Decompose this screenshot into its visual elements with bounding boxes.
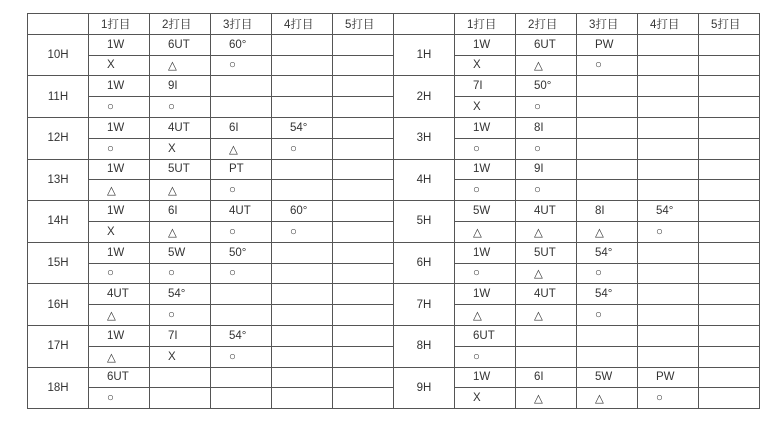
result-cell <box>272 55 333 76</box>
club-cell: 7I <box>150 325 211 346</box>
club-cell <box>699 242 760 263</box>
header-corner-right <box>394 14 455 35</box>
club-cell: 1W <box>455 284 516 305</box>
result-cell: ○ <box>211 180 272 201</box>
club-cell: 4UT <box>516 284 577 305</box>
club-row <box>28 367 760 388</box>
club-cell: 54° <box>577 242 638 263</box>
result-cell: △ <box>89 305 150 326</box>
result-cell: ○ <box>211 221 272 242</box>
header-shot-3: 3打目 <box>211 14 272 35</box>
club-cell: 4UT <box>89 284 150 305</box>
result-cell: X <box>89 55 150 76</box>
hole-label: 14H <box>28 201 89 243</box>
club-cell: 1W <box>455 367 516 388</box>
club-cell: PW <box>577 34 638 55</box>
result-cell <box>577 138 638 159</box>
result-cell: X <box>89 221 150 242</box>
result-cell: △ <box>211 138 272 159</box>
result-cell <box>699 55 760 76</box>
result-cell <box>333 263 394 284</box>
hole-label: 2H <box>394 76 455 118</box>
result-cell: ○ <box>211 346 272 367</box>
result-cell <box>333 138 394 159</box>
result-cell: ○ <box>89 263 150 284</box>
result-cell <box>638 346 699 367</box>
club-cell <box>577 117 638 138</box>
club-cell <box>699 367 760 388</box>
club-cell: 8I <box>577 201 638 222</box>
result-cell <box>577 346 638 367</box>
result-cell <box>516 346 577 367</box>
result-cell <box>333 97 394 118</box>
result-cell <box>333 388 394 409</box>
result-cell: ○ <box>516 138 577 159</box>
club-cell: 54° <box>577 284 638 305</box>
result-cell: △ <box>150 221 211 242</box>
result-cell: △ <box>89 346 150 367</box>
club-cell <box>638 117 699 138</box>
result-cell: ○ <box>577 55 638 76</box>
scorecard <box>27 13 760 409</box>
header-shot-4: 4打目 <box>272 14 333 35</box>
club-cell: 1W <box>89 159 150 180</box>
club-cell: 9I <box>516 159 577 180</box>
hole-label: 12H <box>28 117 89 159</box>
club-cell: 1W <box>455 34 516 55</box>
result-cell <box>699 138 760 159</box>
club-cell: 60° <box>272 201 333 222</box>
club-cell: 1W <box>89 34 150 55</box>
result-cell: ○ <box>211 263 272 284</box>
club-cell <box>638 34 699 55</box>
result-cell: △ <box>577 388 638 409</box>
result-cell <box>333 346 394 367</box>
club-row <box>28 159 760 180</box>
header-row <box>28 14 760 35</box>
club-cell <box>272 159 333 180</box>
club-cell <box>516 325 577 346</box>
result-cell: △ <box>577 221 638 242</box>
club-cell <box>333 117 394 138</box>
club-cell: 1W <box>89 242 150 263</box>
hole-label: 18H <box>28 367 89 409</box>
club-cell: 1W <box>455 159 516 180</box>
header-shot-3: 3打目 <box>577 14 638 35</box>
header-shot-4: 4打目 <box>638 14 699 35</box>
club-cell: 50° <box>516 76 577 97</box>
result-cell: △ <box>150 55 211 76</box>
result-cell: ○ <box>89 138 150 159</box>
club-row <box>28 34 760 55</box>
result-cell <box>577 180 638 201</box>
club-cell <box>333 367 394 388</box>
club-cell: 54° <box>638 201 699 222</box>
club-cell <box>333 34 394 55</box>
result-cell <box>699 180 760 201</box>
club-cell: 60° <box>211 34 272 55</box>
result-cell: ○ <box>272 138 333 159</box>
club-cell <box>333 242 394 263</box>
club-cell <box>638 242 699 263</box>
club-row <box>28 325 760 346</box>
club-cell: 6UT <box>516 34 577 55</box>
result-cell <box>638 180 699 201</box>
hole-label: 13H <box>28 159 89 201</box>
club-cell <box>333 76 394 97</box>
club-cell <box>638 284 699 305</box>
club-cell: 5W <box>150 242 211 263</box>
result-cell <box>272 305 333 326</box>
result-cell: ○ <box>638 388 699 409</box>
result-cell: ○ <box>577 305 638 326</box>
result-cell <box>577 97 638 118</box>
result-cell <box>638 138 699 159</box>
result-cell: ○ <box>89 97 150 118</box>
club-row <box>28 242 760 263</box>
result-cell: ○ <box>455 263 516 284</box>
result-cell <box>333 305 394 326</box>
club-cell <box>211 76 272 97</box>
result-cell: △ <box>516 221 577 242</box>
club-cell: 54° <box>272 117 333 138</box>
result-cell: △ <box>516 263 577 284</box>
hole-label: 11H <box>28 76 89 118</box>
club-cell: 5UT <box>516 242 577 263</box>
hole-label: 6H <box>394 242 455 284</box>
club-cell: 4UT <box>516 201 577 222</box>
result-cell <box>699 346 760 367</box>
hole-label: 1H <box>394 34 455 76</box>
result-cell: X <box>150 346 211 367</box>
header-shot-2: 2打目 <box>150 14 211 35</box>
result-cell: ○ <box>211 55 272 76</box>
header-shot-2: 2打目 <box>516 14 577 35</box>
result-cell: ○ <box>150 305 211 326</box>
result-cell <box>211 388 272 409</box>
result-cell: △ <box>516 388 577 409</box>
club-cell <box>638 159 699 180</box>
club-cell: 5W <box>455 201 516 222</box>
club-cell: 54° <box>150 284 211 305</box>
club-cell: 1W <box>89 201 150 222</box>
result-cell: X <box>150 138 211 159</box>
club-row <box>28 284 760 305</box>
club-cell <box>333 325 394 346</box>
result-cell <box>699 221 760 242</box>
club-cell <box>699 117 760 138</box>
result-cell: ○ <box>516 180 577 201</box>
club-cell <box>577 76 638 97</box>
club-cell: 4UT <box>211 201 272 222</box>
result-cell: ○ <box>150 97 211 118</box>
result-cell <box>638 97 699 118</box>
club-cell: 1W <box>89 117 150 138</box>
club-cell: 54° <box>211 325 272 346</box>
hole-label: 10H <box>28 34 89 76</box>
club-cell <box>272 284 333 305</box>
header-shot-1: 1打目 <box>89 14 150 35</box>
hole-label: 9H <box>394 367 455 409</box>
club-cell: 1W <box>455 242 516 263</box>
shot-table <box>27 13 760 409</box>
result-cell <box>272 97 333 118</box>
club-cell <box>333 284 394 305</box>
club-cell: 1W <box>455 117 516 138</box>
club-cell <box>638 76 699 97</box>
result-cell <box>638 263 699 284</box>
result-cell <box>150 388 211 409</box>
hole-label: 4H <box>394 159 455 201</box>
club-cell <box>211 367 272 388</box>
result-cell: ○ <box>455 180 516 201</box>
result-cell: △ <box>150 180 211 201</box>
club-cell: 6UT <box>150 34 211 55</box>
club-cell: 8I <box>516 117 577 138</box>
hole-label: 8H <box>394 325 455 367</box>
club-cell <box>638 325 699 346</box>
result-cell: ○ <box>272 221 333 242</box>
result-cell: △ <box>516 305 577 326</box>
result-cell <box>211 97 272 118</box>
hole-label: 17H <box>28 325 89 367</box>
result-cell <box>333 221 394 242</box>
result-cell: △ <box>516 55 577 76</box>
club-cell <box>699 284 760 305</box>
club-cell <box>272 367 333 388</box>
result-cell <box>333 55 394 76</box>
club-cell: 6I <box>516 367 577 388</box>
hole-label: 3H <box>394 117 455 159</box>
club-cell: 1W <box>89 325 150 346</box>
result-cell: ○ <box>638 221 699 242</box>
club-cell: PT <box>211 159 272 180</box>
result-cell: △ <box>455 221 516 242</box>
club-row <box>28 201 760 222</box>
club-cell: 6I <box>150 201 211 222</box>
club-cell <box>272 76 333 97</box>
result-cell <box>699 305 760 326</box>
result-cell: X <box>455 55 516 76</box>
club-cell <box>577 159 638 180</box>
club-cell <box>272 325 333 346</box>
result-cell <box>638 55 699 76</box>
hole-label: 15H <box>28 242 89 284</box>
club-cell: 4UT <box>150 117 211 138</box>
club-cell <box>150 367 211 388</box>
club-cell <box>211 284 272 305</box>
result-cell: ○ <box>150 263 211 284</box>
club-cell <box>699 201 760 222</box>
club-cell: 1W <box>89 76 150 97</box>
result-cell <box>699 388 760 409</box>
result-cell <box>211 305 272 326</box>
club-cell <box>577 325 638 346</box>
header-shot-5: 5打目 <box>699 14 760 35</box>
header-shot-5: 5打目 <box>333 14 394 35</box>
result-cell: ○ <box>89 388 150 409</box>
club-cell: 7I <box>455 76 516 97</box>
club-cell <box>699 34 760 55</box>
club-row <box>28 76 760 97</box>
club-cell: 50° <box>211 242 272 263</box>
result-cell <box>333 180 394 201</box>
result-cell: ○ <box>455 346 516 367</box>
result-cell <box>272 388 333 409</box>
hole-label: 16H <box>28 284 89 326</box>
club-row <box>28 117 760 138</box>
club-cell <box>333 201 394 222</box>
result-cell: X <box>455 388 516 409</box>
result-cell: △ <box>455 305 516 326</box>
hole-label: 7H <box>394 284 455 326</box>
club-cell <box>699 76 760 97</box>
club-cell: 6UT <box>89 367 150 388</box>
result-cell <box>699 97 760 118</box>
club-cell: 5W <box>577 367 638 388</box>
result-cell: △ <box>89 180 150 201</box>
club-cell: 5UT <box>150 159 211 180</box>
result-cell <box>272 346 333 367</box>
result-cell <box>272 263 333 284</box>
result-cell: ○ <box>516 97 577 118</box>
hole-label: 5H <box>394 201 455 243</box>
result-cell: X <box>455 97 516 118</box>
header-corner-left <box>28 14 89 35</box>
result-cell: ○ <box>577 263 638 284</box>
result-cell <box>272 180 333 201</box>
club-cell <box>272 242 333 263</box>
club-cell: 6UT <box>455 325 516 346</box>
club-cell <box>272 34 333 55</box>
club-cell: PW <box>638 367 699 388</box>
result-cell <box>699 263 760 284</box>
result-cell: ○ <box>455 138 516 159</box>
club-cell <box>699 325 760 346</box>
score-body <box>28 34 760 408</box>
club-cell <box>333 159 394 180</box>
result-cell <box>638 305 699 326</box>
club-cell: 6I <box>211 117 272 138</box>
club-cell: 9I <box>150 76 211 97</box>
header-shot-1: 1打目 <box>455 14 516 35</box>
club-cell <box>699 159 760 180</box>
